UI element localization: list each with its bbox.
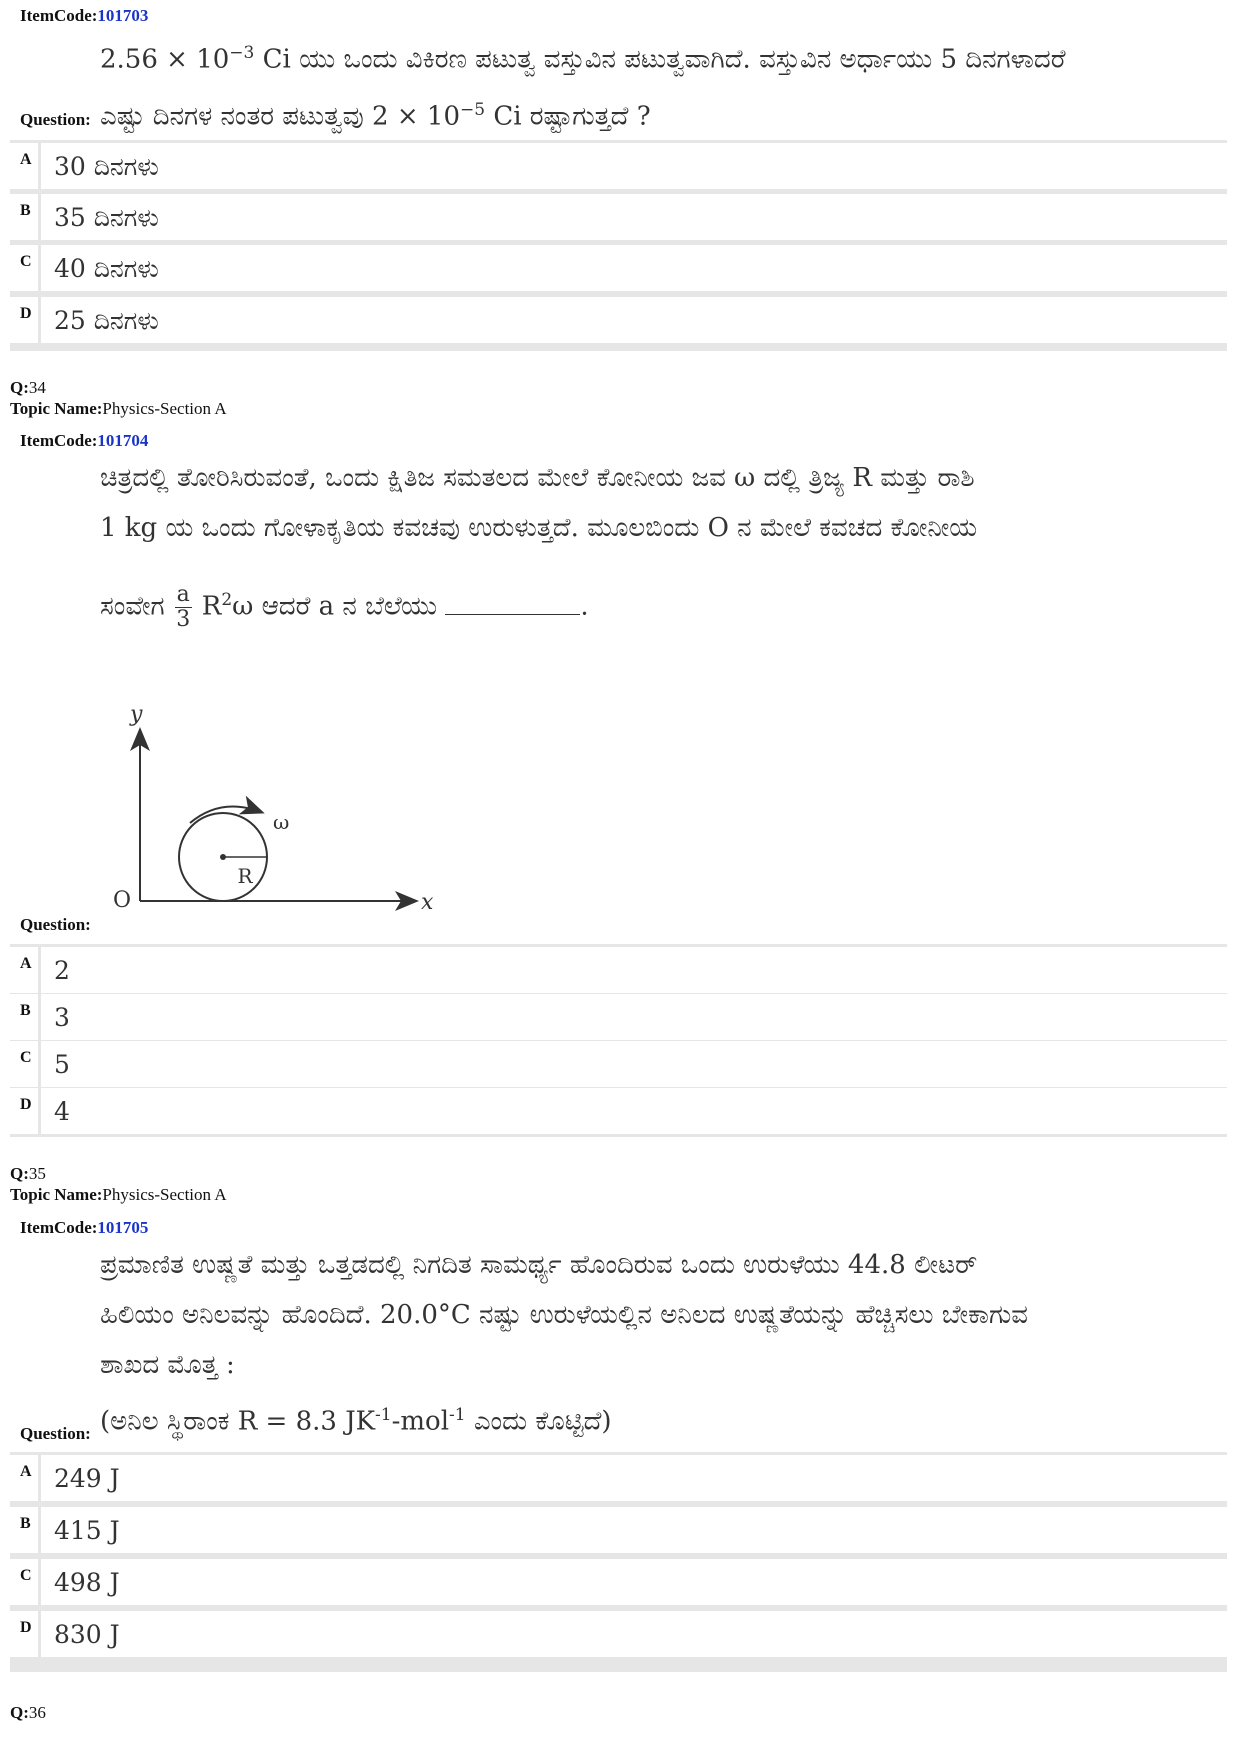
option-d[interactable] — [10, 1088, 1227, 1134]
omega-arrow — [190, 807, 261, 823]
option-letter: A — [20, 955, 32, 972]
item-code: ItemCode:101704 — [20, 431, 149, 450]
option-letter: B — [20, 1515, 31, 1532]
option-value: 2 — [54, 956, 70, 985]
item-code: ItemCode:101705 — [20, 1218, 149, 1237]
rolling-shell-figure — [105, 703, 445, 943]
option-value: 4 — [54, 1097, 70, 1126]
y-axis-label: y — [130, 703, 143, 727]
question-label: Question: — [20, 915, 91, 934]
x-axis-label: x — [421, 890, 434, 915]
fraction: $\frac{a}{3}$ — [176, 582, 191, 633]
option-letter: B — [20, 202, 31, 219]
option-letter: D — [20, 1619, 32, 1636]
question-label: Question: — [20, 1424, 91, 1443]
question-cell — [10, 1212, 1227, 1452]
option-letter: D — [20, 1096, 32, 1113]
option-c[interactable] — [10, 245, 1227, 291]
option-c[interactable] — [10, 1041, 1227, 1087]
radius-label: R — [237, 864, 253, 888]
option-a[interactable] — [10, 143, 1227, 189]
origin-label: O — [113, 888, 132, 913]
answer-blank — [445, 592, 580, 615]
option-letter: A — [20, 1463, 32, 1480]
option-b[interactable] — [10, 1507, 1227, 1553]
option-letter: D — [20, 305, 32, 322]
question-block-33 — [10, 0, 1227, 351]
option-value: 25 ದಿನಗಳು — [54, 306, 159, 335]
question-block-35 — [10, 1212, 1227, 1672]
option-letter: C — [20, 253, 32, 270]
question-number: Q:36 — [10, 1703, 46, 1722]
option-letter: B — [20, 1002, 31, 1019]
option-value: 830 J — [54, 1620, 120, 1649]
topic-name: Topic Name:Physics-Section A — [10, 1185, 227, 1204]
option-letter: A — [20, 151, 32, 168]
item-code: ItemCode:101703 — [20, 6, 149, 25]
option-d[interactable] — [10, 297, 1227, 343]
option-b[interactable] — [10, 194, 1227, 240]
option-value: 5 — [54, 1050, 70, 1079]
option-letter: C — [20, 1567, 32, 1584]
question-cell — [10, 425, 1227, 944]
omega-label: ω — [273, 810, 290, 834]
question-label: Question: — [20, 110, 91, 129]
option-value: 3 — [54, 1003, 70, 1032]
option-value: 249 J — [54, 1464, 120, 1493]
option-a[interactable] — [10, 947, 1227, 993]
option-d[interactable] — [10, 1611, 1227, 1657]
question-text: ಪ್ರಮಾಣಿತ ಉಷ್ಣತೆ ಮತ್ತು ಒತ್ತಡದಲ್ಲಿ ನಿಗದಿತ ಸಾಮರ್ಥ್ಯ ಹೊಂದಿರುವ ಒಂದು ಉರುಳೆಯು 44.8 ಲೀಟರ್ ಹಿಲಿಯಂ ಅನಿಲವನ್ನು ಹೊಂದಿದೆ. 20.0°C ನಷ್ಟು ಉರುಳೆಯಲ್ಲಿನ ಅನಿಲದ ಉಷ್ಣತೆಯನ್ನು ಹೆಚ್ಚಿಸಲು ಬೇಕಾಗುವ ಶಾಖದ ಮೊತ್ತ : (ಅನಿಲ ಸ್ಥಿರಾಂಕ R = 8.3 $JK^{-1}-mol^{-1}$ ಎಂದು ಕೊಟ್ಟಿದೆ) — [100, 1250, 1028, 1437]
option-value: 415 J — [54, 1516, 120, 1545]
question-block-34 — [10, 425, 1227, 1137]
option-value: 35 ದಿನಗಳು — [54, 203, 159, 232]
option-value: 40 ದಿನಗಳು — [54, 254, 159, 283]
question-number: Q:34 — [10, 378, 46, 397]
option-value: 30 ದಿನಗಳು — [54, 152, 159, 181]
option-c[interactable] — [10, 1559, 1227, 1605]
option-b[interactable] — [10, 994, 1227, 1040]
option-letter: C — [20, 1049, 32, 1066]
question-text: ಚಿತ್ರದಲ್ಲಿ ತೋರಿಸಿರುವಂತೆ, ಒಂದು ಕ್ಷಿತಿಜ ಸಮತಲದ ಮೇಲೆ ಕೋನೀಯ ಜವ ω ದಲ್ಲಿ ತ್ರಿಜ್ಯ R ಮತ್ತು ರಾಶಿ 1 kg ಯ ಒಂದು ಗೋಳಾಕೃತಿಯ ಕವಚವು ಉರುಳುತ್ತದೆ. ಮೂಲಬಿಂದು O ನ ಮೇಲೆ ಕವಚದ ಕೋನೀಯ ಸಂವೇಗ $\frac{a}{3}$ $R^2\omega$ ಆದರೆ a ನ ಬೆಲೆಯು . — [100, 463, 978, 633]
question-cell — [10, 0, 1227, 140]
topic-name: Topic Name:Physics-Section A — [10, 399, 227, 418]
question-number: Q:35 — [10, 1164, 46, 1183]
option-a[interactable] — [10, 1455, 1227, 1501]
question-text: $2.56 \times 10^{-3}$ Ci ಯು ಒಂದು ವಿಕಿರಣ ಪಟುತ್ವ ವಸ್ತುವಿನ ಪಟುತ್ವವಾಗಿದೆ. ವಸ್ತುವಿನ ಅರ್ಧಾಯು 5 ದಿನಗಳಾದರೆ ಎಷ್ಟು ದಿನಗಳ ನಂತರ ಪಟುತ್ವವು $2 \times 10^{-5}$ Ci ರಷ್ಟಾಗುತ್ತದೆ ? — [100, 43, 1066, 132]
option-value: 498 J — [54, 1568, 120, 1597]
